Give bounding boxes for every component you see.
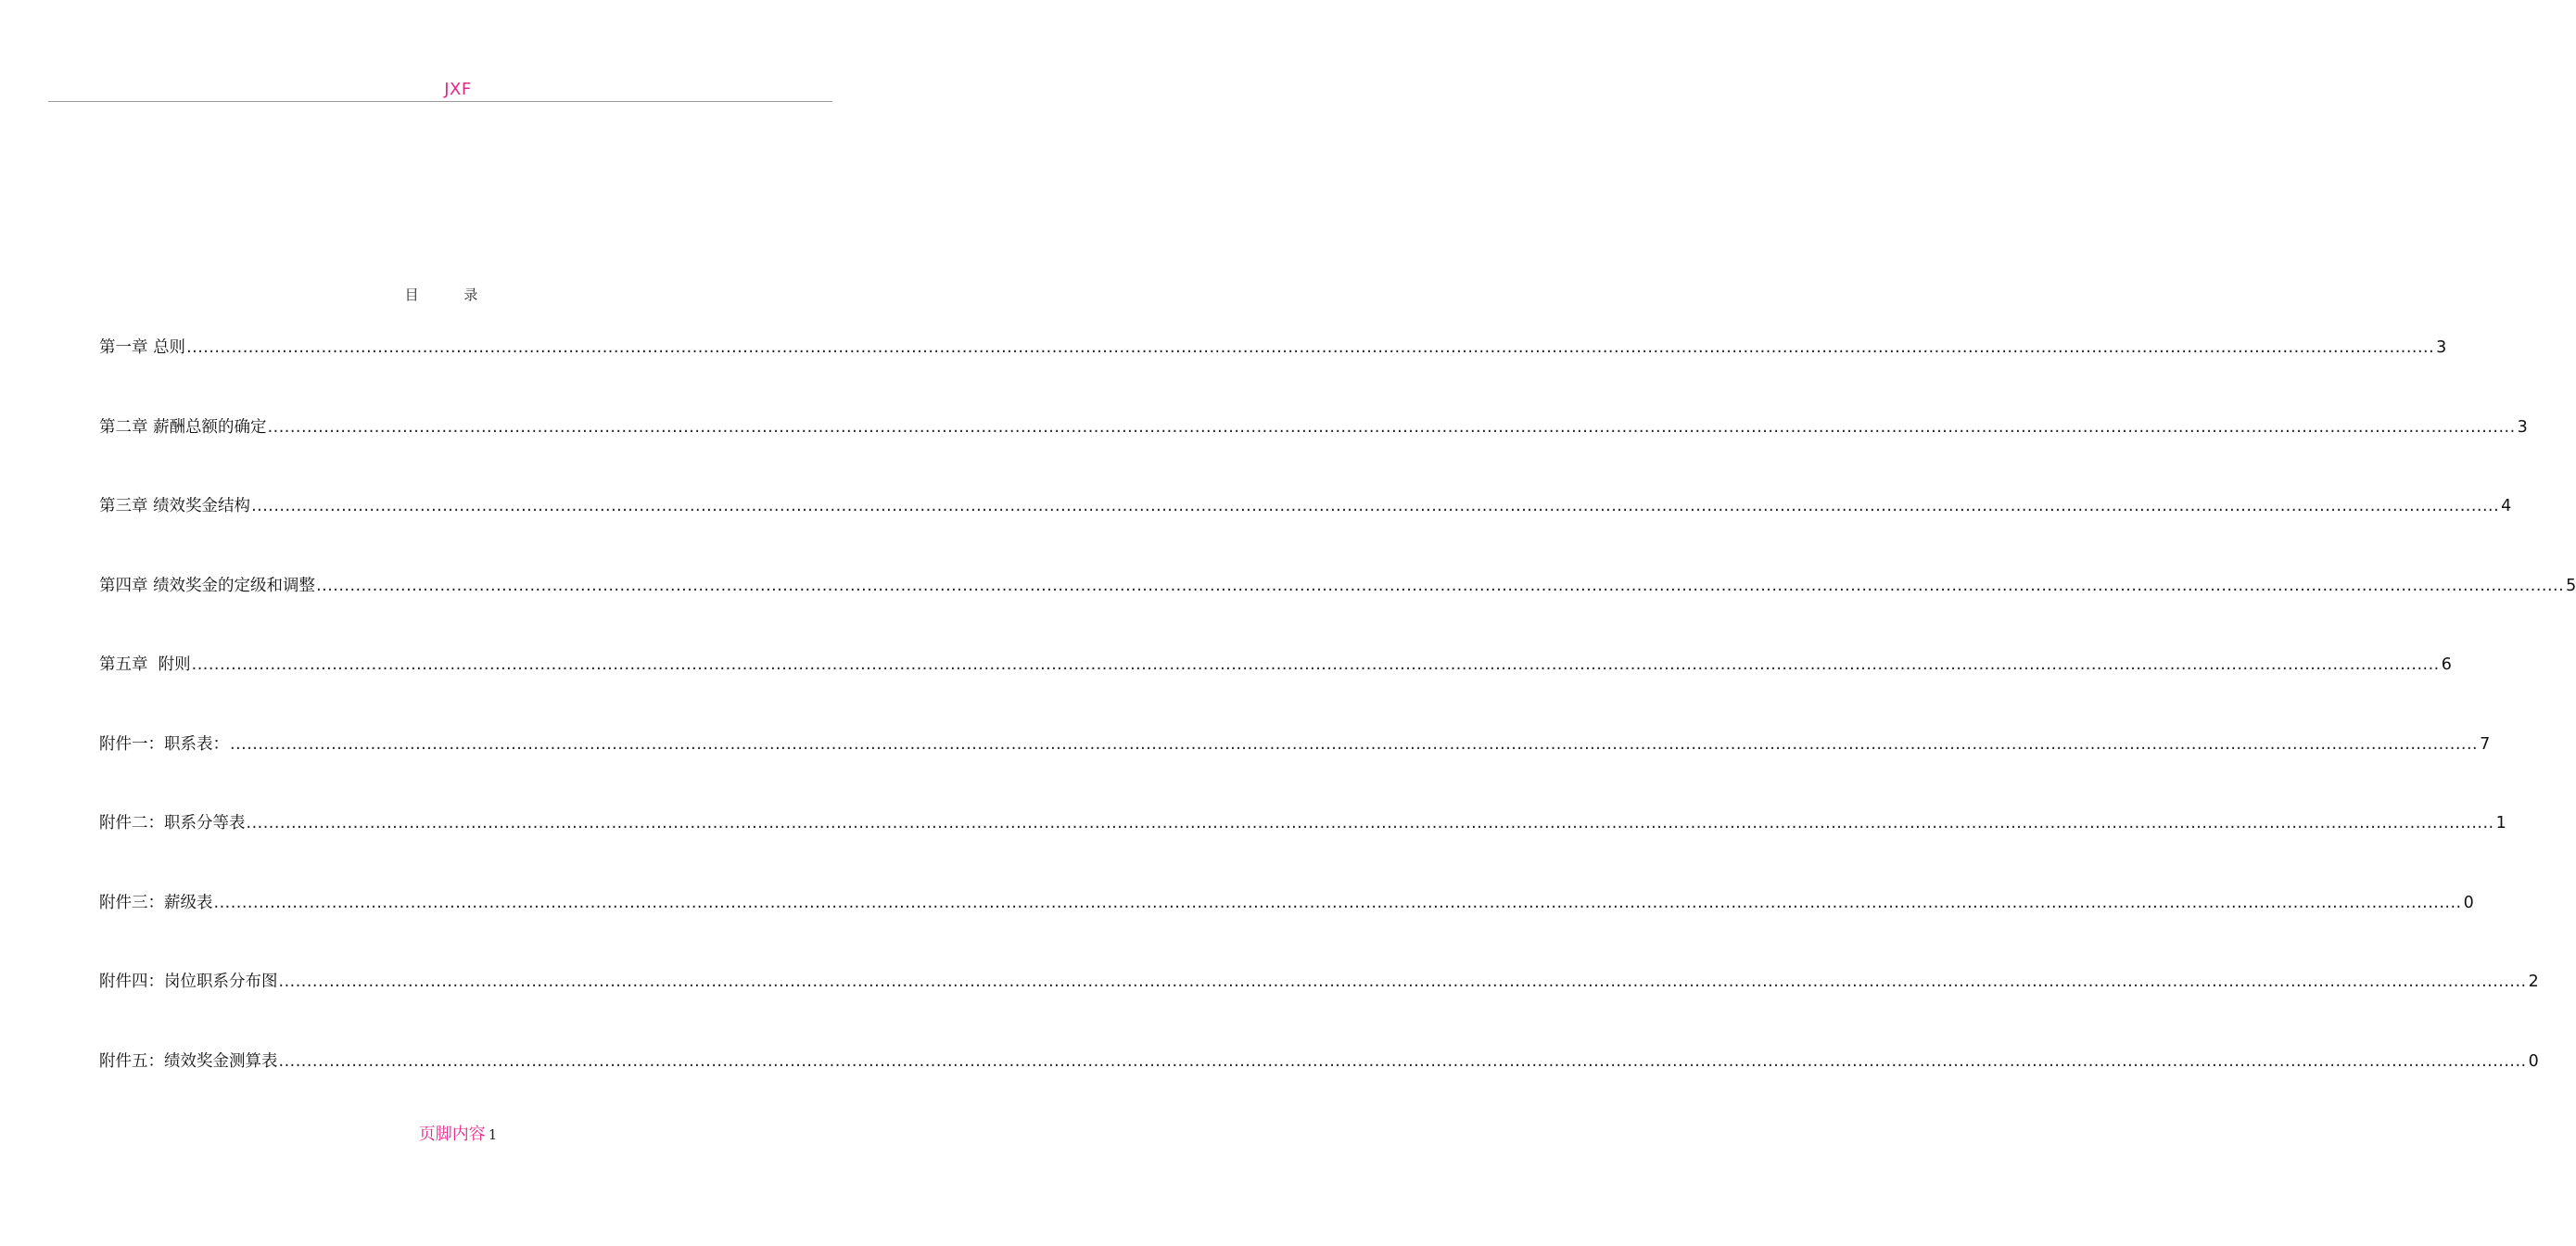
toc-entry-label: 附件一：职系表： xyxy=(99,734,229,754)
toc-entry-label: 附件二：职系分等表 xyxy=(99,814,246,833)
toc-entry[interactable] xyxy=(99,574,2576,654)
page-footer xyxy=(0,1121,916,1145)
toc-entry[interactable] xyxy=(99,653,2452,732)
toc-entry-page: 3 xyxy=(2436,338,2447,357)
toc-entry-label: 第二章 薪酬总额的确定 xyxy=(99,417,267,437)
toc-entry-label: 附件五：绩效奖金测算表 xyxy=(99,1051,278,1071)
toc-entry-label: 第三章 绩效奖金结构 xyxy=(99,497,251,515)
toc-entry-page: 1 xyxy=(2495,814,2506,833)
toc-entry[interactable] xyxy=(99,336,2447,415)
toc-entry-label: 第一章 总则 xyxy=(99,338,186,357)
dot-leader: ................................................................................................................................................................................................................................................................................................................................................................................................................ xyxy=(278,1051,2527,1071)
toc-entry-label: 附件三：薪级表 xyxy=(99,893,213,912)
toc-entry-page: 7 xyxy=(2480,734,2491,754)
dot-leader: ................................................................................................................................................................................................................................................................................................................................................................................................................ xyxy=(278,973,2527,991)
dot-leader: ................................................................................................................................................................................................................................................................................................................................................................................................................ xyxy=(191,655,2440,674)
page-header: JXF xyxy=(444,80,472,99)
dot-leader: ................................................................................................................................................................................................................................................................................................................................................................................................................ xyxy=(316,576,2565,595)
toc-title: 目 录 xyxy=(404,286,499,303)
toc-entry[interactable] xyxy=(99,415,2528,495)
dot-leader: ................................................................................................................................................................................................................................................................................................................................................................................................................ xyxy=(213,893,2462,912)
toc-entry[interactable] xyxy=(99,1049,2539,1129)
toc-entry-page: 5 xyxy=(2566,576,2576,595)
table-of-contents xyxy=(99,336,2576,1128)
dot-leader: ................................................................................................................................................................................................................................................................................................................................................................................................................ xyxy=(186,338,2435,357)
toc-entry[interactable] xyxy=(99,970,2539,1049)
toc-entry[interactable] xyxy=(99,811,2506,891)
dot-leader: ................................................................................................................................................................................................................................................................................................................................................................................................................ xyxy=(267,417,2516,437)
dot-leader: ................................................................................................................................................................................................................................................................................................................................................................................................................ xyxy=(230,734,2479,754)
toc-entry-page: 0 xyxy=(2528,1051,2539,1071)
toc-entry[interactable] xyxy=(99,891,2474,971)
toc-entry-page: 2 xyxy=(2528,973,2539,991)
toc-entry-label: 附件四：岗位职系分布图 xyxy=(99,973,278,991)
toc-entry[interactable] xyxy=(99,732,2491,812)
toc-entry-page: 4 xyxy=(2501,497,2512,515)
toc-entry-page: 3 xyxy=(2517,417,2528,437)
toc-entry-page: 0 xyxy=(2463,893,2474,912)
toc-entry[interactable] xyxy=(99,494,2512,574)
footer-label: 页脚内容 xyxy=(418,1125,486,1144)
dot-leader: ................................................................................................................................................................................................................................................................................................................................................................................................................ xyxy=(246,814,2494,833)
toc-entry-label: 第四章 绩效奖金的定级和调整 xyxy=(99,576,316,595)
toc-entry-label: 第五章 附则 xyxy=(99,655,191,674)
footer-page-number: 1 xyxy=(488,1126,498,1143)
toc-entry-page: 6 xyxy=(2441,655,2452,674)
header-divider xyxy=(48,101,832,102)
dot-leader: ................................................................................................................................................................................................................................................................................................................................................................................................................ xyxy=(251,497,2500,515)
